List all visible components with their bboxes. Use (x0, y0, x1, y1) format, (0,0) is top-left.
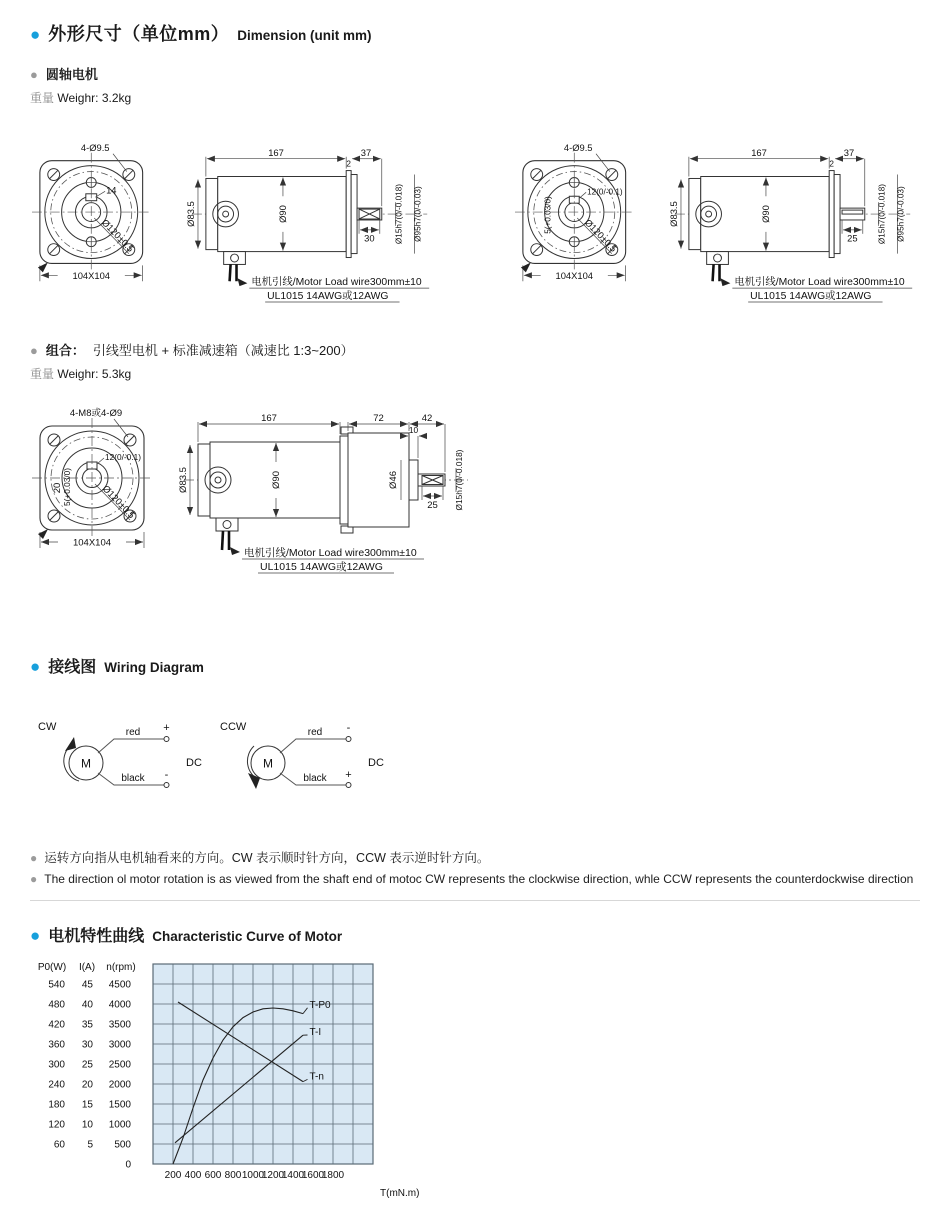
gearmotor-keyway-hatch (422, 476, 443, 485)
side-body-length: 167 (751, 148, 767, 158)
rotation-note-cn (30, 848, 920, 866)
chart-y-tick-label: 360 (48, 1040, 65, 1051)
chart-y-tick-label: 30 (82, 1040, 94, 1051)
motor1-keyway-hatch (359, 209, 380, 219)
motor2-front-view (515, 143, 634, 281)
gearmotor-side-view (178, 413, 468, 573)
characteristic-curve-chart (35, 954, 435, 1204)
chart-y-tick-label: 20 (82, 1080, 94, 1091)
ccw-wiring-diagram (218, 715, 388, 800)
side-boss-dia: Ø95h7(0/-0.03) (413, 186, 422, 242)
chart-y-tick-label: 3500 (109, 1020, 132, 1031)
ccw-terminal-top: - (347, 722, 351, 734)
chart-x-tick-label: 1400 (282, 1170, 305, 1181)
side-wire-label-1: 电机引线/Motor Load wire300mm±10 (244, 546, 417, 559)
side-output-boss-dia: Ø46 (388, 471, 399, 489)
chart-y-tick-label: 180 (48, 1100, 65, 1111)
side-gearbox-length: 72 (373, 413, 384, 424)
round-shaft-label: 圆轴电机 (46, 64, 98, 83)
chart-y-tick-label: 300 (48, 1060, 65, 1071)
chart-x-tick-label: 400 (185, 1170, 202, 1181)
ccw-wire-bottom-label: black (303, 773, 327, 784)
side-shaft-length: 42 (422, 413, 433, 424)
front-holes-label: 4-M8或4-Ø9 (70, 407, 122, 419)
curve-title-cn: 电机特性曲线 (48, 923, 144, 946)
front-holes-label: 4-Ø9.5 (564, 143, 593, 153)
side-flange-thickness: 2 (829, 160, 834, 169)
front-shaft-width-label: 12(0/-0.1) (587, 187, 623, 196)
cw-terminal-top: + (163, 722, 169, 734)
front-shaft-width-label: 12(0/-0.1) (105, 452, 141, 462)
motor2-shaft-key (842, 210, 863, 214)
chart-y-tick-label: 1000 (109, 1120, 132, 1131)
front-key-width-label: 5(+0.03/0) (544, 196, 553, 234)
side-shaft-length: 37 (844, 148, 854, 158)
cw-label: CW (38, 721, 57, 733)
blue-bullet-icon: ● (30, 26, 40, 43)
front-holes-label: 4-Ø9.5 (81, 143, 110, 153)
cw-wire-bottom-label: black (121, 773, 145, 784)
chart-series-label: T-I (310, 1027, 322, 1038)
round-shaft-weight (30, 89, 920, 106)
chart-y-tick-label: 2500 (109, 1060, 132, 1071)
chart-y-tick-label: 5 (87, 1140, 93, 1151)
front-shaft-width-label: 14 (106, 185, 116, 195)
chart-y-tick-label: 4500 (109, 980, 132, 991)
weight-label-cn: 重量 (30, 367, 54, 381)
chart-x-tick-label: 1800 (322, 1170, 345, 1181)
curve-title-en: Characteristic Curve of Motor (152, 929, 342, 944)
cw-rotation-arrowhead (65, 737, 76, 751)
front-key-depth-label: 20 (52, 483, 63, 494)
gray-bullet-icon: ● (30, 344, 38, 357)
front-plate-label: 104X104 (72, 271, 110, 281)
front-bolt-circle-label: Ø120±0.5 (100, 483, 137, 521)
motor2-drawing (513, 132, 928, 304)
side-shaft-dia: Ø15h7(0/-0.018) (395, 184, 404, 244)
motor1-front-view (32, 143, 151, 281)
combo-label-rest: 引线型电机 + 标准减速箱（减速比 1:3~200） (93, 340, 354, 359)
side-body-dia: Ø90 (761, 205, 771, 223)
chart-y-tick-label: 500 (114, 1140, 131, 1151)
cw-wiring-diagram (36, 715, 206, 800)
front-key-width-label: 5(+0.03/0) (62, 468, 72, 506)
combo-weight (30, 365, 920, 382)
blue-bullet-icon: ● (30, 927, 40, 944)
ccw-supply-label: DC (368, 757, 384, 769)
gray-bullet-icon: ● (30, 68, 38, 81)
dimension-title-en: Dimension (unit mm) (237, 28, 371, 43)
motor1-drawing (30, 132, 445, 304)
chart-y-tick-label: 25 (82, 1060, 94, 1071)
side-wire-label-2: UL1015 14AWG或12AWG (260, 560, 383, 573)
side-wire-label-1: 电机引线/Motor Load wire300mm±10 (734, 275, 905, 288)
chart-y-tick-label: 40 (82, 1000, 94, 1011)
chart-y-tick-label: 240 (48, 1080, 65, 1091)
side-shaft-dia: Ø15h7(0/-0.018) (454, 449, 464, 510)
wiring-diagrams-row (36, 715, 920, 800)
cw-wire-top-label: red (126, 727, 140, 738)
weight-label-cn: 重量 (30, 91, 54, 105)
chart-x-tick-label: 1000 (242, 1170, 265, 1181)
gearmotor-front-view (32, 407, 152, 549)
side-boss-length: 10 (409, 425, 419, 435)
front-bolt-circle-label: Ø120±0.5 (583, 217, 619, 254)
wiring-title-en: Wiring Diagram (104, 660, 204, 675)
gray-bullet-icon: ● (30, 873, 37, 885)
round-shaft-subheading (30, 64, 920, 83)
chart-y-tick-label: 0 (125, 1160, 131, 1171)
side-flange-thickness: 2 (346, 160, 351, 169)
chart-y-tick-label: 120 (48, 1120, 65, 1131)
chart-x-tick-label: 200 (165, 1170, 182, 1181)
chart-x-tick-label: 1600 (302, 1170, 325, 1181)
gearmotor-drawing-row (30, 398, 920, 578)
chart-y-column-header: I(A) (79, 962, 95, 973)
ccw-wire-top-label: red (308, 727, 322, 738)
motor2-side-view (669, 148, 912, 302)
curve-section-heading (30, 923, 920, 946)
blue-bullet-icon: ● (30, 658, 40, 675)
chart-y-tick-label: 480 (48, 1000, 65, 1011)
chart-y-column-header: P0(W) (38, 962, 66, 973)
rotation-note-en (30, 872, 920, 901)
chart-y-tick-label: 60 (54, 1140, 66, 1151)
side-front-dia: Ø83.5 (178, 467, 189, 493)
side-wire-label-1: 电机引线/Motor Load wire300mm±10 (251, 275, 422, 288)
dimension-section-heading (30, 20, 920, 46)
cw-motor-symbol: M (81, 757, 91, 771)
chart-y-tick-label: 10 (82, 1120, 94, 1131)
side-front-dia: Ø83.5 (186, 201, 196, 227)
side-wire-label-2: UL1015 14AWG或12AWG (750, 289, 871, 302)
gray-bullet-icon: ● (30, 852, 37, 864)
chart-x-tick-label: 800 (225, 1170, 242, 1181)
side-shaft-length: 37 (361, 148, 371, 158)
chart-y-tick-label: 4000 (109, 1000, 132, 1011)
side-boss-dia: Ø95h7(0/-0.03) (896, 186, 905, 242)
round-shaft-drawings-row (30, 132, 920, 304)
side-body-dia: Ø90 (271, 471, 282, 489)
dimension-title-cn: 外形尺寸（单位mm） (48, 20, 229, 46)
ccw-terminal-bottom: + (345, 769, 351, 781)
chart-series-label: T-P0 (310, 1000, 332, 1011)
side-body-dia: Ø90 (278, 205, 288, 223)
side-key-length: 30 (364, 234, 374, 244)
chart-y-tick-label: 1500 (109, 1100, 132, 1111)
chart-y-tick-label: 3000 (109, 1040, 132, 1051)
wiring-title-cn: 接线图 (48, 654, 96, 677)
chart-y-column-header: n(rpm) (106, 962, 135, 973)
side-key-length: 25 (847, 234, 857, 244)
chart-y-tick-label: 540 (48, 980, 65, 991)
side-body-length: 167 (268, 148, 284, 158)
chart-series-label: T-n (310, 1071, 324, 1082)
rotation-note-en-text: The direction ol motor rotation is as viewed from the shaft end of motoc CW represents the clockwise direction, whle CCW represents the counterdockwise direction (44, 872, 913, 886)
cw-supply-label: DC (186, 757, 202, 769)
side-wire-label-2: UL1015 14AWG或12AWG (267, 289, 388, 302)
cw-terminal-bottom: - (165, 769, 169, 781)
chart-y-tick-label: 15 (82, 1100, 94, 1111)
front-plate-label: 104X104 (73, 538, 111, 549)
weight-value: Weighr: 5.3kg (57, 367, 131, 381)
front-plate-label: 104X104 (555, 271, 593, 281)
chart-x-tick-label: 1200 (262, 1170, 285, 1181)
chart-x-axis-label: T(mN.m) (380, 1188, 419, 1199)
chart-y-tick-label: 420 (48, 1020, 65, 1031)
side-front-dia: Ø83.5 (669, 201, 679, 227)
chart-y-tick-label: 2000 (109, 1080, 132, 1091)
chart-x-tick-label: 600 (205, 1170, 222, 1181)
side-body-length: 167 (261, 413, 277, 424)
chart-y-tick-label: 35 (82, 1020, 94, 1031)
combo-subheading (30, 340, 920, 359)
wiring-section-heading (30, 654, 920, 677)
ccw-label: CCW (220, 721, 247, 733)
side-key-length: 25 (427, 500, 438, 511)
chart-y-tick-label: 45 (82, 980, 94, 991)
motor1-side-view (186, 148, 429, 302)
ccw-motor-symbol: M (263, 757, 273, 771)
side-shaft-dia: Ø15h7(0/-0.018) (878, 184, 887, 244)
weight-value: Weighr: 3.2kg (57, 91, 131, 105)
gearmotor-drawing (30, 398, 480, 573)
combo-label-bold: 组合： (46, 340, 85, 359)
front-bolt-circle-label: Ø120±0.5 (100, 217, 136, 254)
rotation-note-cn-text: 运转方向指从电机轴看来的方向。CW 表示顺时针方向，CCW 表示逆时针方向。 (44, 848, 489, 866)
